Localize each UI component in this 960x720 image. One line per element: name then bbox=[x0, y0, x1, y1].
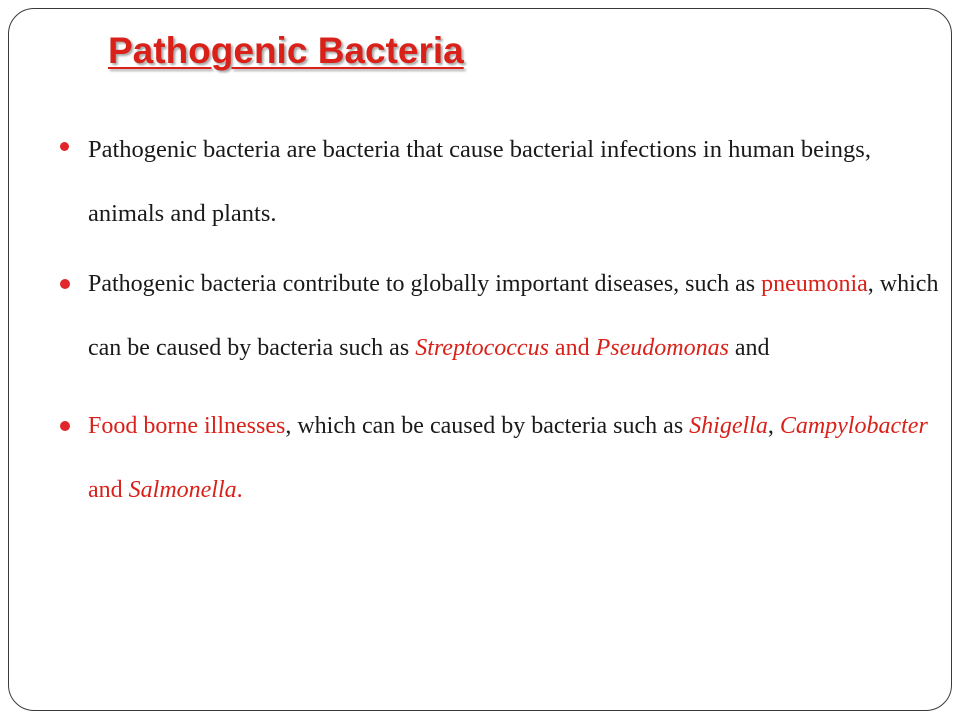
separator-text: , bbox=[767, 413, 780, 439]
bullet-list bbox=[60, 118, 940, 522]
species-name-pseudomonas: Pseudomonas bbox=[595, 335, 729, 361]
species-name-shigella: Shigella bbox=[689, 413, 768, 439]
species-name-campylobacter: Campylobacter bbox=[779, 413, 928, 439]
bullet-dot-icon bbox=[60, 394, 70, 458]
bullet-dot-icon bbox=[60, 118, 70, 182]
period-text: . bbox=[236, 477, 243, 503]
bullet-text: , which can be caused by bacteria such as bbox=[285, 413, 690, 439]
bullet-item-definition bbox=[60, 118, 940, 246]
slide-title: Pathogenic Bacteria bbox=[108, 30, 464, 71]
conjunction-text: and bbox=[548, 335, 596, 361]
highlight-term-pneumonia: pneumonia bbox=[761, 271, 868, 297]
bullet-text: Pathogenic bacteria contribute to globally important diseases, such as bbox=[88, 271, 762, 297]
bullet-text: Pathogenic bacteria are bacteria that cause bacterial infections in human beings, animals and plants. bbox=[88, 136, 871, 227]
bullet-text: and bbox=[728, 335, 770, 361]
bullet-text: , which can be caused by bacteria such as bbox=[88, 271, 939, 361]
species-name-salmonella: Salmonella bbox=[128, 477, 237, 503]
bullet-item-diseases bbox=[60, 252, 940, 380]
highlight-term-food-borne: Food borne illnesses bbox=[88, 413, 286, 439]
species-name-streptococcus: Streptococcus bbox=[415, 335, 549, 361]
bullet-item-food-borne bbox=[60, 394, 940, 522]
bullet-dot-icon bbox=[60, 252, 70, 316]
conjunction-text: and bbox=[88, 477, 129, 503]
